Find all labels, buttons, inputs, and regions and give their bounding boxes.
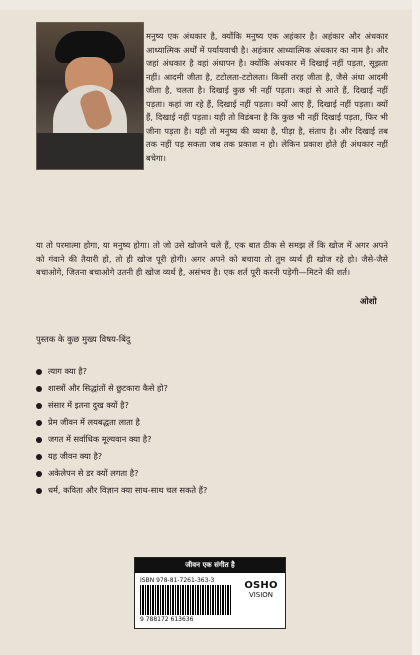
- author-photo: [36, 22, 144, 170]
- topic-item: जगत में सर्वाधिक मूल्यवान क्या है?: [36, 433, 366, 446]
- topics-list: [36, 365, 366, 501]
- topic-item: अकेलेपन से डर क्यों लगता है?: [36, 467, 366, 480]
- barcode-number: 9 788172 613636: [140, 616, 194, 623]
- isbn-text: ISBN 978-81-7261-363-3: [140, 577, 215, 584]
- author-signature: ओशो: [360, 297, 377, 307]
- barcode-panel: [134, 557, 286, 629]
- cover-right-edge: [412, 0, 420, 655]
- topic-item: संसार में इतना दुख क्यों है?: [36, 399, 366, 412]
- intro-paragraph: मनुष्य एक अंधकार है, क्योंकि मनुष्य एक अहंकार है। अहंकार और अंधकार आध्यात्मिक अर्थों में पर्यायवाची है। अहंकार आध्यात्मिक अंधकार का नाम है। और जहां अंधकार है वहां अंधापन है। क्योंकि अंधकार में दिखाई नहीं पड़ता, सूझता नहीं। आदमी जीता है, टटोलता-टटोलता। किसी तरह जीता है, जैसे अंधा आदमी जीता है, चलता है। दिखाई कुछ भी नहीं पड़ता। कहां से आते हैं, दिखाई नहीं पड़ता। कहां जा रहे हैं, दिखाई नहीं पड़ता। क्यों आए हैं, दिखाई नहीं पड़ता। क्यों हैं, दिखाई नहीं पड़ता। यही तो विडंबना है कि कुछ भी नहीं दिखाई पड़ता, फिर भी जीना पड़ता है। यही तो मनुष्य की व्यथा है, पीड़ा है, संताप है। और दिखाई तब तक नहीं पड़ सकता जब तक प्रकाश न हो। लेकिन प्रकाश होते ही अंधकार नहीं बचेगा।: [146, 31, 388, 163]
- author-robe-shape: [37, 133, 143, 170]
- publisher-logo-osho: OSHO: [244, 580, 278, 591]
- topic-item: प्रेम जीवन में लयबद्धता लाता है: [36, 416, 366, 429]
- topics-title: पुस्तक के कुछ मुख्य विषय-बिंदु: [36, 334, 131, 344]
- publisher-logo-vision: VISION: [248, 591, 274, 599]
- publisher-logo: [242, 580, 280, 618]
- barcode-header: जीवन एक संगीत है: [135, 558, 285, 573]
- cover-top-edge: [0, 0, 420, 10]
- topic-item: धर्म, कविता और विज्ञान क्या साथ-साथ चल सकते हैं?: [36, 484, 366, 497]
- topic-item: शास्त्रों और सिद्धांतों से छुटकारा कैसे हो?: [36, 382, 366, 395]
- topic-item: यह जीवन क्या है?: [36, 450, 366, 463]
- search-paragraph: या तो परमात्मा होगा, या मनुष्य होगा। तो जो उसे खोजने चले हैं, एक बात ठीक से समझ लें कि खोज में अगर अपने को गंवाने की तैयारी हो, तो ही खोज पूरी होगी। अगर अपने को बचाया तो तुम व्यर्थ ही खोज रहे हो। जैसे-जैसे बचाओगे, जितना बचाओगे उतनी ही खोज व्यर्थ है, असंभव है। एक शर्त पूरी करनी पड़ेगी—मिटने की शर्त।: [36, 240, 388, 277]
- barcode-icon: [140, 585, 232, 615]
- topic-item: त्याग क्या है?: [36, 365, 366, 378]
